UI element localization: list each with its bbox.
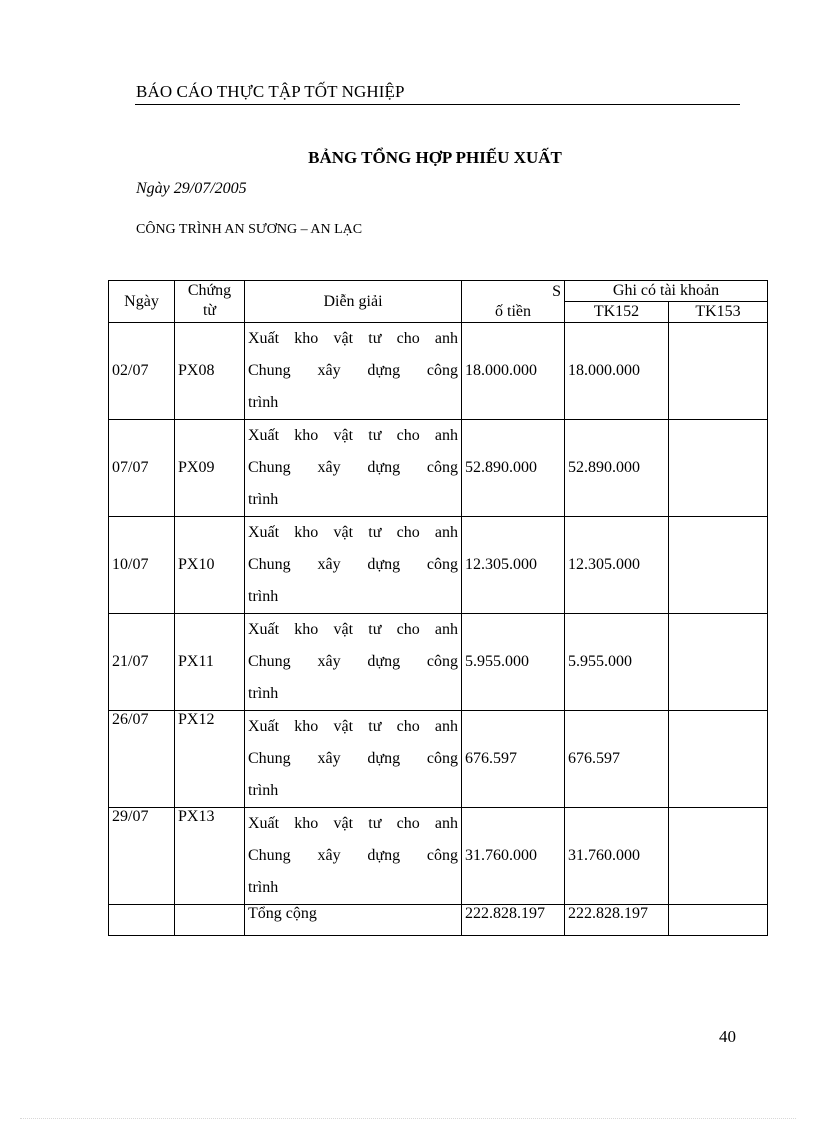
row-tk152: 52.890.000 [565, 420, 669, 517]
document-title: BẢNG TỔNG HỢP PHIẾU XUẤT [308, 148, 562, 167]
table-row [109, 711, 768, 808]
row-description-line2: Chung xây dựng công [248, 459, 458, 476]
total-label: Tổng cộng [245, 905, 462, 936]
header-tk153: TK153 [669, 302, 768, 323]
header-description: Diễn giải [245, 281, 462, 323]
report-header-title: BÁO CÁO THỰC TẬP TỐT NGHIỆP [136, 82, 405, 101]
total-tk153 [669, 905, 768, 936]
header-amount [462, 281, 565, 323]
total-date [109, 905, 175, 936]
header-date: Ngày [109, 281, 175, 323]
header-divider [135, 104, 740, 105]
row-date: 10/07 [109, 517, 175, 614]
row-description-line1: Xuất kho vật tư cho anh [248, 524, 458, 541]
row-voucher: PX08 [175, 323, 245, 420]
row-tk152: 31.760.000 [565, 808, 669, 905]
row-tk152: 12.305.000 [565, 517, 669, 614]
row-description [245, 517, 462, 614]
row-voucher: PX12 [175, 711, 245, 808]
row-tk152: 676.597 [565, 711, 669, 808]
row-description-line3: trình [248, 879, 279, 896]
row-date: 21/07 [109, 614, 175, 711]
total-voucher [175, 905, 245, 936]
total-tk152: 222.828.197 [565, 905, 669, 936]
row-description [245, 711, 462, 808]
row-description-line1: Xuất kho vật tư cho anh [248, 427, 458, 444]
row-description-line2: Chung xây dựng công [248, 653, 458, 670]
total-amount: 222.828.197 [462, 905, 565, 936]
row-tk153 [669, 420, 768, 517]
page-number: 40 [719, 1027, 736, 1046]
row-description-line2: Chung xây dựng công [248, 362, 458, 379]
table-row [109, 614, 768, 711]
row-description-line3: trình [248, 782, 279, 799]
row-tk153 [669, 323, 768, 420]
row-description-line1: Xuất kho vật tư cho anh [248, 330, 458, 347]
row-tk153 [669, 808, 768, 905]
row-amount: 52.890.000 [462, 420, 565, 517]
row-amount: 12.305.000 [462, 517, 565, 614]
row-tk152: 5.955.000 [565, 614, 669, 711]
row-amount: 31.760.000 [462, 808, 565, 905]
row-amount: 676.597 [462, 711, 565, 808]
row-voucher: PX11 [175, 614, 245, 711]
page-bottom-border [20, 1118, 796, 1119]
row-description-line2: Chung xây dựng công [248, 556, 458, 573]
table-row [109, 808, 768, 905]
row-description-line1: Xuất kho vật tư cho anh [248, 815, 458, 832]
project-name: CÔNG TRÌNH AN SƯƠNG – AN LẠC [136, 222, 363, 237]
document-date: Ngày 29/07/2005 [136, 180, 247, 197]
row-date: 02/07 [109, 323, 175, 420]
row-amount: 18.000.000 [462, 323, 565, 420]
row-description-line2: Chung xây dựng công [248, 847, 458, 864]
row-date: 26/07 [109, 711, 175, 808]
row-description-line3: trình [248, 491, 279, 508]
header-voucher-line1: Chứng [187, 282, 232, 299]
row-description-line3: trình [248, 394, 279, 411]
table-header-row [109, 281, 768, 302]
row-tk153 [669, 614, 768, 711]
row-description-line3: trình [248, 685, 279, 702]
row-voucher: PX09 [175, 420, 245, 517]
export-summary-table [108, 280, 768, 936]
row-date: 07/07 [109, 420, 175, 517]
row-description-line3: trình [248, 588, 279, 605]
row-description-line1: Xuất kho vật tư cho anh [248, 621, 458, 638]
row-tk153 [669, 517, 768, 614]
row-amount: 5.955.000 [462, 614, 565, 711]
header-amount-line2: ố tiền [495, 303, 531, 320]
header-credit-account: Ghi có tài khoản [565, 281, 768, 302]
header-tk152: TK152 [565, 302, 669, 323]
row-tk152: 18.000.000 [565, 323, 669, 420]
table-row [109, 420, 768, 517]
row-voucher: PX13 [175, 808, 245, 905]
header-amount-line1: S [552, 283, 561, 300]
row-tk153 [669, 711, 768, 808]
row-description-line2: Chung xây dựng công [248, 750, 458, 767]
row-voucher: PX10 [175, 517, 245, 614]
row-description [245, 808, 462, 905]
row-description [245, 614, 462, 711]
row-description [245, 323, 462, 420]
row-description-line1: Xuất kho vật tư cho anh [248, 718, 458, 735]
row-date: 29/07 [109, 808, 175, 905]
header-voucher-line2: từ [202, 302, 217, 319]
row-description [245, 420, 462, 517]
header-voucher [175, 281, 245, 323]
total-row [109, 905, 768, 936]
table-row [109, 517, 768, 614]
table-row [109, 323, 768, 420]
